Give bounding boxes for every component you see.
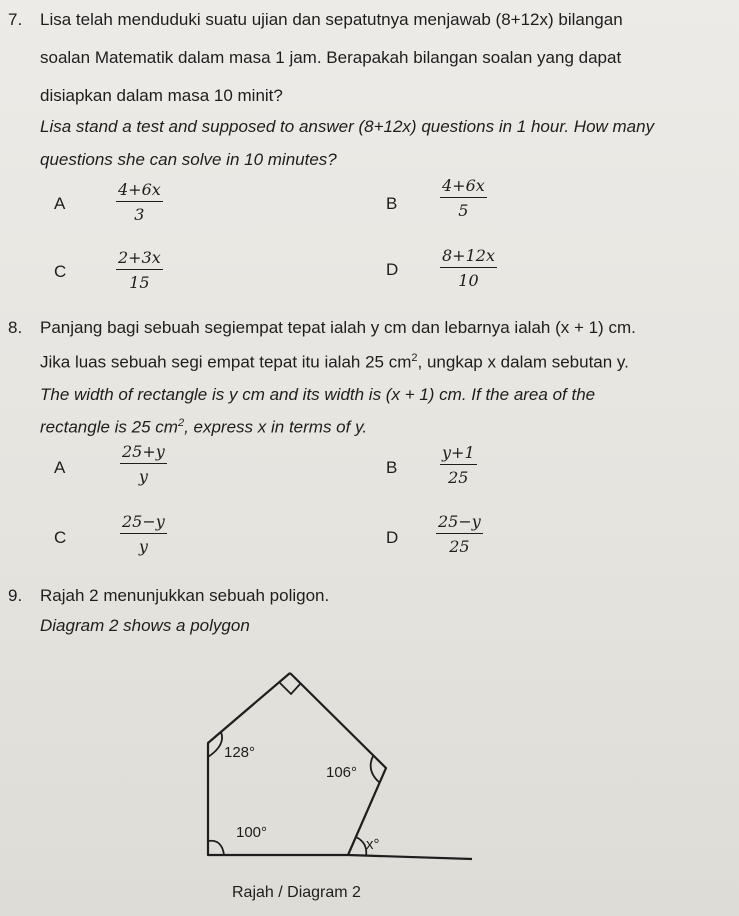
q8-english-line-2-end: , express x in terms of y. xyxy=(184,417,368,437)
q7-malay-line-1: Lisa telah menduduki suatu ujian dan sepatutnya menjawab (8+12x) bilangan xyxy=(40,10,623,29)
q7-option-c-denominator: 15 xyxy=(129,273,150,292)
q8-malay-line-1: Panjang bagi sebuah segiempat tepat ialah y cm dan lebarnya ialah (x + 1) cm. xyxy=(40,318,636,337)
q7-option-d-denominator: 10 xyxy=(458,271,479,290)
angle-label-106: 106° xyxy=(326,764,358,781)
q7-malay-line-2: soalan Matematik dalam masa 1 jam. Berapakah bilangan soalan yang dapat xyxy=(40,48,622,67)
q7-option-a-numerator: 4+6x xyxy=(116,180,163,202)
q7-option-b-denominator: 5 xyxy=(458,201,469,220)
q8-option-a-denominator: y xyxy=(138,467,148,486)
q7-option-c-numerator: 2+3x xyxy=(116,248,163,270)
q9-malay-text: Rajah 2 menunjukkan sebuah poligon. xyxy=(40,586,330,605)
q9-number: 9. xyxy=(8,586,23,605)
q7-option-c-fraction xyxy=(116,248,163,292)
q8-option-b-letter: B xyxy=(386,458,398,477)
q8-option-b-numerator: y+1 xyxy=(440,443,477,465)
q8-malay-line-2 xyxy=(40,352,629,373)
q8-english-superscript: 2 xyxy=(177,417,185,429)
angle-arc-x xyxy=(356,837,366,856)
q8-option-d-letter: D xyxy=(386,528,399,547)
q8-option-a-fraction xyxy=(120,442,167,486)
q8-option-c-fraction xyxy=(120,512,167,556)
q8-option-a-numerator: 25+y xyxy=(120,442,167,464)
q9-english-text: Diagram 2 shows a polygon xyxy=(40,616,250,635)
q8-english-line-2-start: rectangle is 25 cm xyxy=(40,417,178,437)
q7-option-d-fraction xyxy=(440,246,497,290)
diagram-caption: Rajah / Diagram 2 xyxy=(232,884,361,901)
q8-option-a-letter: A xyxy=(54,458,66,477)
q7-option-c-letter: C xyxy=(54,262,67,281)
q7-number: 7. xyxy=(8,10,23,29)
q7-english-line-2: questions she can solve in 10 minutes? xyxy=(40,150,337,169)
polygon-outline xyxy=(208,673,386,855)
q8-option-d-numerator: 25−y xyxy=(436,512,483,534)
angle-label-100: 100° xyxy=(236,824,268,841)
q8-number: 8. xyxy=(8,318,23,337)
q8-english-line-1: The width of rectangle is y cm and its width is (x + 1) cm. If the area of the xyxy=(40,385,596,404)
q8-option-d-fraction xyxy=(436,512,483,556)
q8-option-c-numerator: 25−y xyxy=(120,512,167,534)
q8-option-b-fraction xyxy=(440,443,477,487)
q7-option-b-letter: B xyxy=(386,194,398,213)
angle-label-x: x° xyxy=(366,836,380,853)
q7-option-b-numerator: 4+6x xyxy=(440,176,487,198)
q7-option-a-fraction xyxy=(116,180,163,224)
q8-malay-superscript: 2 xyxy=(411,352,418,364)
q7-option-a-denominator: 3 xyxy=(134,205,145,224)
q7-option-a-letter: A xyxy=(54,194,66,213)
polygon-diagram xyxy=(190,665,490,875)
q8-malay-line-2-end: , ungkap x dalam sebutan y. xyxy=(417,352,629,372)
q8-option-c-denominator: y xyxy=(138,537,148,556)
q8-malay-line-2-start: Jika luas sebuah segi empat tepat itu ialah 25 cm xyxy=(40,352,412,372)
q7-option-b-fraction xyxy=(440,176,487,220)
q7-english-line-1: Lisa stand a test and supposed to answer (8+12x) questions in 1 hour. How many xyxy=(40,117,655,136)
q8-english-line-2 xyxy=(40,417,367,438)
q7-option-d-numerator: 8+12x xyxy=(440,246,497,268)
angle-label-128: 128° xyxy=(224,744,256,761)
q8-option-d-denominator: 25 xyxy=(449,537,470,556)
q8-option-b-denominator: 25 xyxy=(448,468,469,487)
q7-option-d-letter: D xyxy=(386,260,399,279)
q7-malay-line-3: disiapkan dalam masa 10 minit? xyxy=(40,86,283,105)
top-right-angle-marker xyxy=(280,683,301,694)
angle-arc-100 xyxy=(208,841,224,855)
q8-option-c-letter: C xyxy=(54,528,67,547)
